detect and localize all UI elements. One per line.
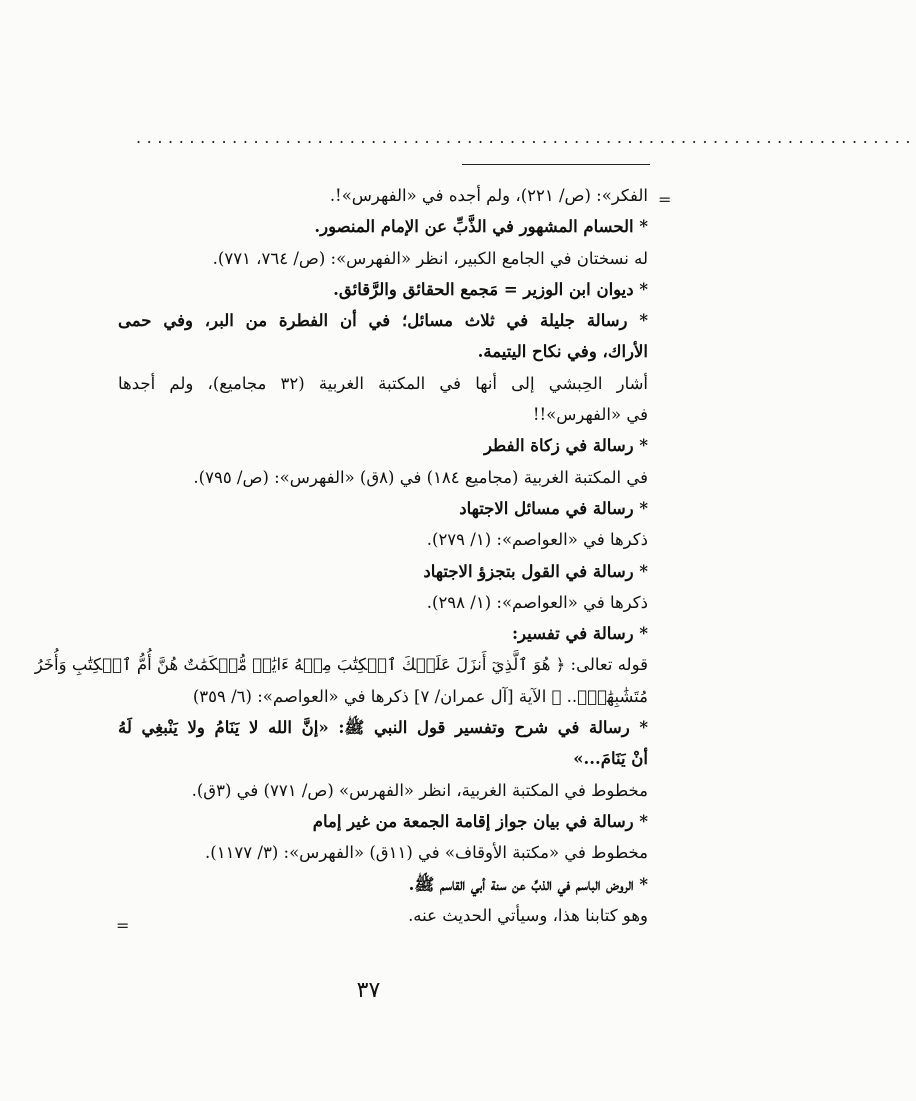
entry-heading: * رسالة في مسائل الاجتهاد	[459, 498, 648, 518]
text-line: الفكر»: (ص/ ٢٢١)، ولم أجده في «الفهرس»!.	[329, 186, 648, 205]
text-line: وهو كتابنا هذا، وسيأتي الحديث عنه.	[408, 905, 648, 925]
entry-heading: * رسالة في تفسير:	[511, 624, 648, 644]
continuation-mark-top: =	[658, 190, 672, 209]
text-line: مخطوط في «مكتبة الأوقاف» في (١١ق) «الفهرس»: (٣/ ١١٧٧).	[205, 843, 648, 863]
page-number: ٣٧	[356, 978, 381, 1003]
text-line: مخطوط في المكتبة الغربية، انظر «الفهرس» (ص/ ٧٧١) في (٣ق).	[191, 780, 648, 800]
separator-dots: .........................................................................	[136, 128, 916, 147]
text-line: ذكرها في «العواصم»: (١/ ٢٩٨).	[426, 592, 648, 612]
entry-heading: * رسالة جليلة في ثلاث مسائل؛ في أن الفطرة من البر، وفي حمى	[118, 311, 648, 331]
entry-heading: * رسالة في شرح وتفسير قول النبي ﷺ: «إنَّ الله لا يَنَامُ ولا يَنْبغِي لَهُ	[118, 718, 648, 738]
entry-heading: * رسالة في بيان جواز إقامة الجمعة من غير إمام	[312, 811, 648, 831]
entry-heading: * الحسام المشهور في الذَّبِّ عن الإمام المنصور.	[314, 217, 648, 237]
text-line: أشار الحِبشي إلى أنها في المكتبة الغربية (٣٢ مجاميع)، ولم أجدها	[118, 373, 648, 393]
text-line: له نسختان في الجامع الكبير، انظر «الفهرس»: (ص/ ٧٦٤، ٧٧١).	[212, 248, 648, 268]
quran-verse-line: مُتَشَٰبِهَٰتٞۖ.. ﴾ الآية [آل عمران/ ٧] ذكرها في «العواصم»: (٦/ ٣٥٩)	[192, 686, 648, 706]
entry-heading: * ديوان ابن الوزير = مَجمع الحقائق والرَّقائق.	[333, 279, 648, 299]
continuation-mark-bottom: =	[116, 916, 130, 935]
text-line: في المكتبة الغربية (مجاميع ١٨٤) في (٨ق) «الفهرس»: (ص/ ٧٩٥).	[193, 467, 648, 487]
footnote-rule	[462, 164, 650, 165]
entry-heading: * رسالة في زكاة الفطر	[483, 436, 648, 456]
entry-heading: * رسالة في القول بتجزؤ الاجتهاد	[423, 561, 648, 581]
entry-heading: الأراك، وفي نكاح اليتيمة.	[477, 342, 648, 362]
entry-heading: * الروض الباسم في الذبِّ عن سنة أبي القاسم ﷺ.	[408, 874, 648, 894]
entry-heading: أنْ يَنَامَ...»	[573, 749, 648, 769]
quran-verse-line: قوله تعالى: ﴿ هُوَ ٱلَّذِيٓ أَنزَلَ عَلَيۡكَ ٱلۡكِتَٰبَ مِنۡهُ ءَايَٰتٞ مُّحۡكَمَٰتٌ هُنَّ أُمُّ ٱلۡكِتَٰبِ وَأُخَرُ	[34, 655, 648, 675]
text-line: ذكرها في «العواصم»: (١/ ٢٧٩).	[426, 530, 648, 550]
footnote-text	[34, 180, 648, 931]
text-line: في «الفهرس»!!	[532, 405, 648, 425]
